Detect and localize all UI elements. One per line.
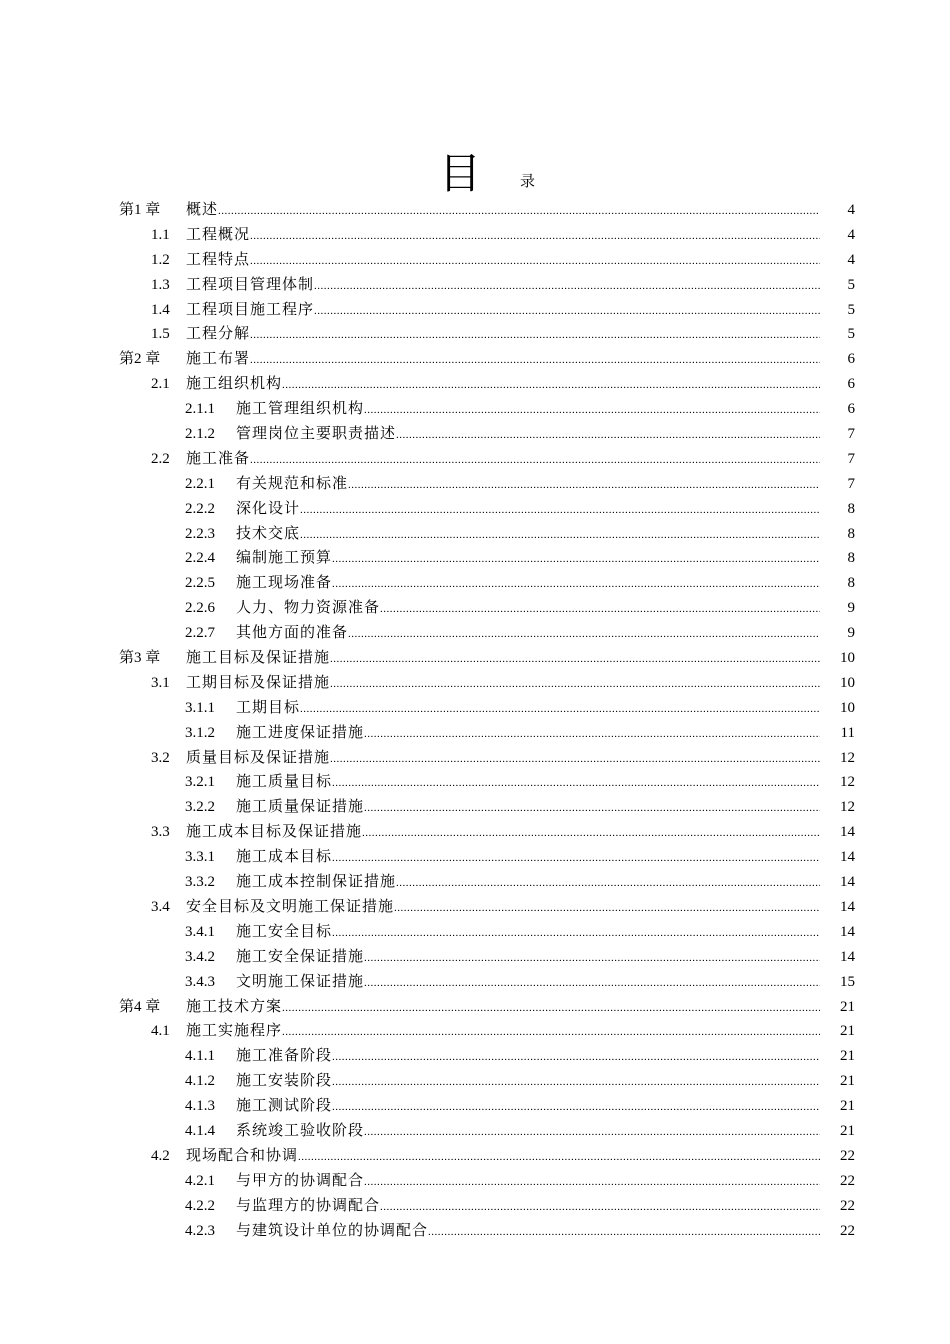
toc-entry-number: 3.3.1 <box>185 849 215 866</box>
toc-entry-label: 人力、物力资源准备 <box>236 600 381 617</box>
toc-entry[interactable] <box>0 596 950 621</box>
toc-entry-label-wrap <box>186 223 820 249</box>
toc-entry-label-wrap <box>186 248 820 274</box>
toc-entry[interactable] <box>0 820 950 845</box>
toc-entry[interactable] <box>0 1119 950 1144</box>
toc-entry-page: 14 <box>840 898 855 915</box>
toc-entry[interactable] <box>0 646 950 671</box>
toc-entry-label: 施工测试阶段 <box>236 1098 333 1115</box>
toc-entry-label: 施工现场准备 <box>236 575 333 592</box>
toc-entry-label: 文明施工保证措施 <box>236 973 365 990</box>
toc-dot-leader <box>380 1194 820 1220</box>
toc-entry-number: 2.2 <box>151 450 170 467</box>
toc-entry-number: 1.5 <box>151 326 170 343</box>
toc-entry-label-wrap <box>236 546 820 572</box>
toc-entry[interactable] <box>0 522 950 547</box>
toc-entry-page: 22 <box>840 1172 855 1189</box>
toc-entry-number: 4.2 <box>151 1147 170 1164</box>
toc-entry-number: 1.3 <box>151 276 170 293</box>
toc-entry-label: 施工质量保证措施 <box>236 799 365 816</box>
toc-entry-page: 10 <box>840 650 855 667</box>
toc-entry-number: 1.2 <box>151 251 170 268</box>
toc-entry-label-wrap <box>236 1219 820 1245</box>
toc-dot-leader <box>282 372 820 398</box>
toc-entry-label: 施工准备 <box>186 450 251 467</box>
toc-dot-leader <box>332 1044 820 1070</box>
toc-entry-number: 第3 章 <box>119 650 161 667</box>
toc-entry-label: 施工安全保证措施 <box>236 948 365 965</box>
toc-entry-page: 6 <box>847 401 855 418</box>
toc-entry-number: 4.1 <box>151 1023 170 1040</box>
toc-entry-label: 施工准备阶段 <box>236 1048 333 1065</box>
toc-dot-leader <box>396 422 820 448</box>
toc-entry[interactable] <box>0 1144 950 1169</box>
toc-dot-leader <box>332 1094 820 1120</box>
toc-entry-number: 3.1.2 <box>185 724 215 741</box>
toc-dot-leader <box>218 198 820 224</box>
toc-entry-label: 与甲方的协调配合 <box>236 1172 365 1189</box>
toc-entry-label: 工程特点 <box>186 251 251 268</box>
toc-entry-label: 工期目标及保证措施 <box>186 674 331 691</box>
toc-entry-number: 2.2.4 <box>185 550 215 567</box>
toc-dot-leader <box>298 1144 820 1170</box>
toc-entry[interactable] <box>0 770 950 795</box>
toc-entry-label: 现场配合和协调 <box>186 1147 299 1164</box>
toc-entry-number: 4.2.1 <box>185 1172 215 1189</box>
toc-entry-page: 5 <box>847 326 855 343</box>
toc-entry-number: 3.2.2 <box>185 799 215 816</box>
toc-entry-page: 11 <box>840 724 855 741</box>
toc-entry-label: 有关规范和标准 <box>236 475 349 492</box>
toc-entry-page: 21 <box>840 1048 855 1065</box>
toc-entry[interactable] <box>0 696 950 721</box>
table-of-contents <box>0 198 950 1243</box>
toc-entry-label-wrap <box>186 347 820 373</box>
toc-entry-number: 4.1.3 <box>185 1098 215 1115</box>
toc-entry[interactable] <box>0 322 950 347</box>
toc-entry-label: 系统竣工验收阶段 <box>236 1122 365 1139</box>
toc-dot-leader <box>250 248 820 274</box>
toc-dot-leader <box>394 895 820 921</box>
toc-entry-label-wrap <box>236 596 820 622</box>
toc-entry-number: 2.2.5 <box>185 575 215 592</box>
toc-entry-label-wrap <box>186 198 820 224</box>
toc-entry-page: 8 <box>847 550 855 567</box>
toc-entry-number: 3.4.1 <box>185 923 215 940</box>
toc-entry[interactable] <box>0 347 950 372</box>
toc-entry[interactable] <box>0 945 950 970</box>
toc-dot-leader <box>250 447 820 473</box>
toc-entry[interactable] <box>0 1019 950 1044</box>
toc-entry-label-wrap <box>236 497 820 523</box>
toc-entry-label-wrap <box>186 1144 820 1170</box>
toc-entry[interactable] <box>0 248 950 273</box>
toc-entry-label-wrap <box>236 397 820 423</box>
toc-entry[interactable] <box>0 621 950 646</box>
toc-entry-label-wrap <box>236 621 820 647</box>
toc-entry-label: 管理岗位主要职责描述 <box>236 426 397 443</box>
toc-dot-leader <box>348 472 820 498</box>
toc-entry-page: 21 <box>840 998 855 1015</box>
toc-dot-leader <box>282 1019 820 1045</box>
toc-entry-number: 3.4.3 <box>185 973 215 990</box>
toc-entry-page: 12 <box>840 749 855 766</box>
toc-entry-label: 施工质量目标 <box>236 774 333 791</box>
toc-entry-number: 2.1.1 <box>185 401 215 418</box>
toc-entry[interactable] <box>0 671 950 696</box>
toc-entry[interactable] <box>0 870 950 895</box>
toc-entry-label: 工程项目管理体制 <box>186 276 315 293</box>
toc-entry[interactable] <box>0 273 950 298</box>
toc-entry-page: 12 <box>840 774 855 791</box>
toc-entry-number: 4.2.3 <box>185 1222 215 1239</box>
toc-entry-label-wrap <box>186 995 820 1021</box>
toc-entry-label-wrap <box>186 646 820 672</box>
toc-entry-label: 施工组织机构 <box>186 376 283 393</box>
toc-entry-page: 12 <box>840 799 855 816</box>
toc-entry-label-wrap <box>236 522 820 548</box>
toc-entry-page: 8 <box>847 500 855 517</box>
toc-entry[interactable] <box>0 1194 950 1219</box>
toc-entry-label: 深化设计 <box>236 500 301 517</box>
toc-title-sub: 录 <box>520 174 536 190</box>
toc-entry-label-wrap <box>186 746 820 772</box>
toc-entry-page: 8 <box>847 525 855 542</box>
toc-entry[interactable] <box>0 1094 950 1119</box>
toc-entry-label-wrap <box>236 795 820 821</box>
toc-entry-number: 1.1 <box>151 226 170 243</box>
toc-entry-label-wrap <box>236 1169 820 1195</box>
toc-entry[interactable] <box>0 298 950 323</box>
toc-entry-label: 与监理方的协调配合 <box>236 1197 381 1214</box>
toc-entry-label-wrap <box>236 1044 820 1070</box>
toc-entry[interactable] <box>0 422 950 447</box>
toc-entry-page: 21 <box>840 1122 855 1139</box>
toc-entry-number: 3.4 <box>151 898 170 915</box>
toc-dot-leader <box>332 770 820 796</box>
toc-dot-leader <box>364 1169 820 1195</box>
toc-entry-label: 施工布署 <box>186 351 251 368</box>
toc-entry-number: 3.1.1 <box>185 699 215 716</box>
toc-entry-label-wrap <box>186 447 820 473</box>
toc-entry-label-wrap <box>186 1019 820 1045</box>
toc-entry-number: 2.1 <box>151 376 170 393</box>
toc-entry[interactable] <box>0 1169 950 1194</box>
toc-dot-leader <box>332 571 820 597</box>
toc-entry[interactable] <box>0 571 950 596</box>
toc-entry-label-wrap <box>236 770 820 796</box>
toc-dot-leader <box>396 870 820 896</box>
toc-entry-number: 3.3.2 <box>185 874 215 891</box>
toc-entry-page: 14 <box>840 849 855 866</box>
toc-entry-label-wrap <box>186 273 820 299</box>
toc-entry-number: 3.3 <box>151 824 170 841</box>
toc-entry-label-wrap <box>236 970 820 996</box>
toc-dot-leader <box>330 746 820 772</box>
toc-entry-page: 7 <box>847 450 855 467</box>
toc-entry-label-wrap <box>236 1119 820 1145</box>
toc-entry-page: 6 <box>847 376 855 393</box>
toc-entry-label: 工程概况 <box>186 226 251 243</box>
toc-entry-label-wrap <box>236 870 820 896</box>
toc-entry-page: 21 <box>840 1023 855 1040</box>
toc-entry-number: 3.1 <box>151 674 170 691</box>
toc-entry-label-wrap <box>236 721 820 747</box>
toc-entry-label: 施工实施程序 <box>186 1023 283 1040</box>
toc-entry-page: 9 <box>847 600 855 617</box>
toc-dot-leader <box>250 347 820 373</box>
toc-entry-label-wrap <box>186 298 820 324</box>
toc-entry-page: 7 <box>847 426 855 443</box>
toc-entry[interactable] <box>0 1069 950 1094</box>
toc-entry-label: 技术交底 <box>236 525 301 542</box>
toc-entry-page: 22 <box>840 1197 855 1214</box>
toc-entry[interactable] <box>0 920 950 945</box>
toc-entry-label: 施工成本目标 <box>236 849 333 866</box>
toc-title-main: 目 <box>439 149 482 198</box>
toc-entry-label-wrap <box>236 696 820 722</box>
toc-entry[interactable] <box>0 397 950 422</box>
toc-entry-label: 施工安全目标 <box>236 923 333 940</box>
toc-entry-label: 其他方面的准备 <box>236 625 349 642</box>
toc-dot-leader <box>364 970 820 996</box>
toc-entry-number: 2.2.3 <box>185 525 215 542</box>
toc-dot-leader <box>380 596 820 622</box>
toc-entry[interactable] <box>0 472 950 497</box>
toc-entry-number: 2.2.7 <box>185 625 215 642</box>
toc-entry-number: 4.1.4 <box>185 1122 215 1139</box>
toc-entry-number: 2.1.2 <box>185 426 215 443</box>
toc-entry[interactable] <box>0 845 950 870</box>
toc-dot-leader <box>332 1069 820 1095</box>
toc-entry-number: 2.2.1 <box>185 475 215 492</box>
toc-entry[interactable] <box>0 372 950 397</box>
toc-entry-page: 14 <box>840 923 855 940</box>
toc-entry-label-wrap <box>236 920 820 946</box>
toc-entry-page: 4 <box>847 251 855 268</box>
toc-dot-leader <box>332 845 820 871</box>
toc-entry-number: 3.2 <box>151 749 170 766</box>
toc-dot-leader <box>364 945 820 971</box>
toc-entry-label-wrap <box>186 671 820 697</box>
toc-entry[interactable] <box>0 447 950 472</box>
toc-dot-leader <box>364 721 820 747</box>
toc-entry-number: 4.1.1 <box>185 1048 215 1065</box>
toc-entry[interactable] <box>0 546 950 571</box>
toc-entry[interactable] <box>0 970 950 995</box>
toc-entry-page: 21 <box>840 1073 855 1090</box>
toc-entry-number: 2.2.2 <box>185 500 215 517</box>
toc-entry-label: 施工成本目标及保证措施 <box>186 824 363 841</box>
toc-title <box>0 148 950 200</box>
toc-entry-label-wrap <box>236 1094 820 1120</box>
toc-entry-label: 施工技术方案 <box>186 998 283 1015</box>
toc-entry-label: 施工安装阶段 <box>236 1073 333 1090</box>
toc-entry-label-wrap <box>186 895 820 921</box>
toc-entry-page: 15 <box>840 973 855 990</box>
toc-entry-label: 施工管理组织机构 <box>236 401 365 418</box>
toc-entry-number: 4.1.2 <box>185 1073 215 1090</box>
toc-dot-leader <box>364 795 820 821</box>
toc-entry-page: 10 <box>840 699 855 716</box>
toc-dot-leader <box>348 621 820 647</box>
toc-entry-label-wrap <box>236 422 820 448</box>
toc-entry-label: 与建筑设计单位的协调配合 <box>236 1222 429 1239</box>
toc-entry-page: 5 <box>847 301 855 318</box>
toc-entry-page: 6 <box>847 351 855 368</box>
toc-dot-leader <box>300 522 820 548</box>
toc-entry-label-wrap <box>186 820 820 846</box>
toc-entry[interactable] <box>0 995 950 1020</box>
toc-entry-label: 编制施工预算 <box>236 550 333 567</box>
toc-entry-number: 1.4 <box>151 301 170 318</box>
toc-entry-label-wrap <box>236 1069 820 1095</box>
toc-entry-page: 8 <box>847 575 855 592</box>
toc-entry-label: 安全目标及文明施工保证措施 <box>186 898 395 915</box>
toc-dot-leader <box>300 497 820 523</box>
toc-dot-leader <box>428 1219 820 1245</box>
toc-dot-leader <box>282 995 820 1021</box>
toc-entry-page: 10 <box>840 674 855 691</box>
toc-dot-leader <box>300 696 820 722</box>
toc-entry-label-wrap <box>236 571 820 597</box>
toc-entry-label: 施工目标及保证措施 <box>186 650 331 667</box>
toc-entry-page: 22 <box>840 1147 855 1164</box>
toc-entry-page: 22 <box>840 1222 855 1239</box>
toc-entry-number: 第1 章 <box>119 202 161 218</box>
toc-dot-leader <box>332 920 820 946</box>
toc-entry-label-wrap <box>236 1194 820 1220</box>
toc-entry[interactable] <box>0 497 950 522</box>
toc-entry-number: 第4 章 <box>119 998 161 1015</box>
toc-entry-page: 21 <box>840 1098 855 1115</box>
toc-dot-leader <box>362 820 820 846</box>
toc-entry-number: 2.2.6 <box>185 600 215 617</box>
toc-entry[interactable] <box>0 895 950 920</box>
toc-dot-leader <box>330 671 820 697</box>
toc-entry-label: 质量目标及保证措施 <box>186 749 331 766</box>
toc-entry-number: 第2 章 <box>119 351 161 368</box>
toc-entry-label: 工期目标 <box>236 699 301 716</box>
toc-entry[interactable] <box>0 1219 950 1244</box>
toc-entry-page: 14 <box>840 948 855 965</box>
toc-entry-page: 9 <box>847 625 855 642</box>
toc-dot-leader <box>314 273 820 299</box>
toc-entry[interactable] <box>0 223 950 248</box>
toc-entry-label-wrap <box>236 945 820 971</box>
toc-entry-label-wrap <box>236 845 820 871</box>
toc-entry-label-wrap <box>186 372 820 398</box>
toc-dot-leader <box>364 397 820 423</box>
toc-entry-label: 工程项目施工程序 <box>186 301 315 318</box>
toc-entry-page: 4 <box>847 226 855 243</box>
toc-entry-number: 4.2.2 <box>185 1197 215 1214</box>
toc-entry-label: 施工进度保证措施 <box>236 724 365 741</box>
toc-entry[interactable] <box>0 721 950 746</box>
toc-entry-label-wrap <box>236 472 820 498</box>
toc-dot-leader <box>250 223 820 249</box>
toc-entry-number: 3.4.2 <box>185 948 215 965</box>
toc-entry-page: 5 <box>847 276 855 293</box>
toc-entry-page: 7 <box>847 475 855 492</box>
toc-entry-label: 概述 <box>186 202 219 218</box>
toc-entry[interactable] <box>0 795 950 820</box>
toc-dot-leader <box>250 322 820 348</box>
toc-entry-label-wrap <box>186 322 820 348</box>
toc-entry[interactable] <box>0 746 950 771</box>
toc-dot-leader <box>314 298 820 324</box>
toc-entry-page: 14 <box>840 874 855 891</box>
toc-entry[interactable] <box>0 198 950 223</box>
toc-entry-number: 3.2.1 <box>185 774 215 791</box>
toc-entry-label: 工程分解 <box>186 326 251 343</box>
toc-entry-page: 4 <box>847 202 855 218</box>
toc-dot-leader <box>330 646 820 672</box>
toc-dot-leader <box>332 546 820 572</box>
toc-dot-leader <box>364 1119 820 1145</box>
toc-entry-label: 施工成本控制保证措施 <box>236 874 397 891</box>
toc-entry[interactable] <box>0 1044 950 1069</box>
toc-entry-page: 14 <box>840 824 855 841</box>
